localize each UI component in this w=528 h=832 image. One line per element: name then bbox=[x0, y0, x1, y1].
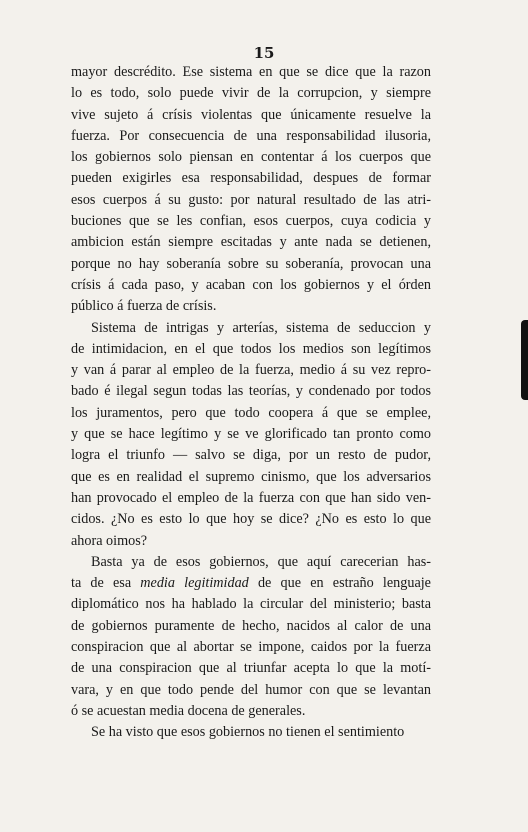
text-line: vara, y en que todo pende del humor con que se levantan bbox=[71, 681, 431, 698]
paragraph bbox=[71, 722, 431, 743]
body-text bbox=[71, 62, 431, 744]
text-line: lo es todo, solo puede vivir de la corrupcion, y siempre bbox=[71, 85, 431, 102]
text-line: han provocado el empleo de la fuerza con que han sido ven- bbox=[71, 489, 431, 506]
text-line: ambicion están siempre escitadas y ante nada se detienen, bbox=[71, 234, 431, 251]
text-line: y van á parar al empleo de la fuerza, medio á su vez repro- bbox=[71, 362, 431, 379]
text-line: diplomático nos ha hablado la circular del ministerio; basta bbox=[71, 596, 431, 613]
paragraph bbox=[71, 318, 431, 552]
paragraph bbox=[71, 62, 431, 318]
text-line: fuerza. Por consecuencia de una responsabilidad ilusoria, bbox=[71, 127, 431, 144]
text-line: los gobiernos solo piensan en contentar á los cuerpos que bbox=[71, 149, 431, 166]
text-line: de una conspiracion que al triunfar acepta lo que la motí- bbox=[71, 660, 431, 677]
text-line: que es en realidad el supremo cinismo, que los adversarios bbox=[71, 468, 431, 485]
text-line: buciones que se les confian, esos cuerpos, cuya codicia y bbox=[71, 213, 431, 230]
text-line: y que se hace legítimo y se ve glorificado tan pronto como bbox=[71, 426, 431, 443]
text-line: ahora oimos? bbox=[71, 532, 148, 549]
paragraph bbox=[71, 552, 431, 722]
text-line: público á fuerza de crísis. bbox=[71, 298, 217, 315]
text-line: conspiracion que al abortar se impone, caidos por la fuerza bbox=[71, 639, 431, 656]
page-number: 15 bbox=[253, 44, 275, 62]
text-line: crísis á cada paso, y acaban con los gobiernos y el órden bbox=[71, 276, 431, 293]
text-line: los juramentos, pero que todo coopera á que se emplee, bbox=[71, 404, 431, 421]
text-line: porque no hay soberanía sobre su soberanía, provocan una bbox=[71, 255, 431, 272]
text-line: Se ha visto que esos gobiernos no tienen el sentimiento bbox=[91, 724, 405, 741]
text-line: de gobiernos puramente de hecho, nacidos al calor de una bbox=[71, 617, 431, 634]
text-line: Basta ya de esos gobiernos, que aquí carecerian has- bbox=[91, 553, 431, 570]
text-line: esos cuerpos á su gusto: por natural resultado de las atri- bbox=[71, 191, 431, 208]
text-line: bado é ilegal segun todas las teorías, y condenado por todos bbox=[71, 383, 431, 400]
text-line: vive sujeto á crísis violentas que únicamente resuelve la bbox=[71, 106, 431, 123]
text-line: logra el triunfo — salvo se diga, por un resto de pudor, bbox=[71, 447, 431, 464]
text-line: ta de esa media legitimidad de que en estraño lenguaje bbox=[71, 575, 431, 592]
text-line: pueden exigirles esa responsabilidad, despues de formar bbox=[71, 170, 431, 187]
text-line: de intimidacion, en el que todos los medios son legítimos bbox=[71, 340, 431, 357]
text-line: ó se acuestan media docena de generales. bbox=[71, 702, 306, 719]
text-line: Sistema de intrigas y arterías, sistema de seduccion y bbox=[91, 319, 431, 336]
text-line: mayor descrédito. Ese sistema en que se dice que la razon bbox=[71, 64, 431, 80]
text-line: cidos. ¿No es esto lo que hoy se dice? ¿No es esto lo que bbox=[71, 511, 431, 528]
page-edge-shadow bbox=[521, 320, 528, 400]
